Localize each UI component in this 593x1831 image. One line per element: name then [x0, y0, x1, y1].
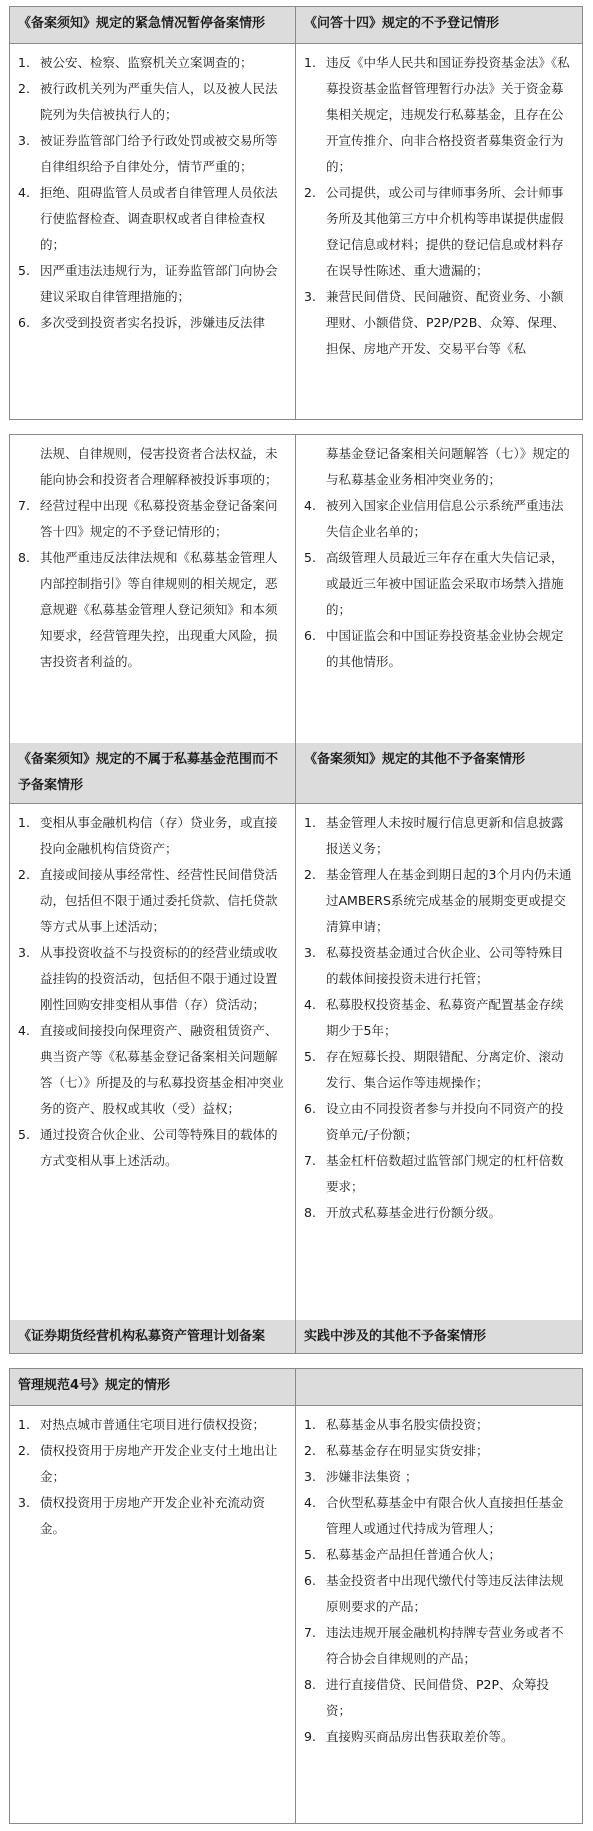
- list-item: [18, 1438, 287, 1490]
- list-item-text: 债权投资用于房地产开发企业支付土地出让金；: [40, 1443, 278, 1484]
- list-item-text: 私募基金存在明显实货安排；: [326, 1443, 489, 1458]
- list-item-text: 存在短募长投、期限错配、分离定价、滚动发行、集合运作等违规操作；: [326, 1049, 564, 1090]
- list-item-text: 基金投资者中出现代缴代付等违反法律法规原则要求的产品；: [326, 1573, 564, 1614]
- list-item-text: 被证券监管部门给予行政处罚或被交易所等自律组织给予自律处分，情节严重的；: [40, 133, 278, 174]
- list-item-text: 直接或间接投向保理资产、融资租赁资产、典当资产等《私募基金登记备案相关问题解答（七）》所提及的与私募投资基金相冲突业务的资产、股权或其收（受）益权；: [40, 1023, 284, 1116]
- table-segment-2: [9, 434, 583, 1354]
- list-item-number: 8.: [304, 1677, 316, 1692]
- header-other-no-filing: 《备案须知》规定的其他不予备案情形: [304, 752, 526, 767]
- list-item-number: 4.: [18, 1023, 30, 1038]
- list-item-text: 对热点城市普通住宅项目进行债权投资；: [40, 1417, 266, 1432]
- list-item-number: 9.: [304, 1729, 316, 1744]
- header-not-private-fund: 《备案须知》规定的不属于私募基金范围而不予备案情形: [10, 743, 296, 803]
- list-item-number: 2.: [18, 867, 30, 882]
- list-item-number: 1.: [304, 55, 316, 70]
- list-item: [304, 493, 574, 545]
- table-header-row: [10, 7, 582, 44]
- list-item: [304, 1542, 574, 1568]
- list-item: [304, 1096, 574, 1148]
- list-item: [18, 441, 287, 493]
- list-item-text: 违法违规开展金融机构持牌专营业务或者不符合协会自律规则的产品；: [326, 1625, 564, 1666]
- list-item-number: 1.: [304, 1417, 316, 1432]
- list-item: [18, 810, 287, 862]
- list-item-text: 经营过程中出现《私募投资基金登记备案问答十四》规定的不予登记情形的；: [40, 498, 278, 539]
- list-item: [18, 76, 287, 128]
- table-header-row: [10, 1320, 582, 1354]
- list-item-text: 公司提供，或公司与律师事务所、会计师事务所及其他第三方中介机构等串谋提供虚假登记信息或材料；提供的登记信息或材料存在误导性陈述、重大遗漏的；: [326, 185, 564, 278]
- list-no-registration-cont: [296, 435, 582, 743]
- list-item: [18, 1018, 287, 1122]
- list-item: [304, 284, 574, 362]
- list-item-text: 从事投资收益不与投资标的的经营业绩或收益挂钩的投资活动，包括但不限于通过设置刚性回购安排变相从事借（存）贷活动；: [40, 945, 278, 1012]
- list-item: [304, 862, 574, 940]
- list-item-number: 6.: [18, 315, 30, 330]
- list-item-text: 违反《中华人民共和国证券投资基金法》《私募投资基金监督管理暂行办法》关于资金募集相关规定，违规发行私募基金，且存在公开宣传推介、向非合格投资者募集资金行为的；: [326, 55, 570, 174]
- list-other-no-filing: [296, 804, 582, 1320]
- list-practice-no-filing: [296, 1406, 582, 1824]
- list-item-text: 被行政机关列为严重失信人，以及被人民法院列为失信被执行人的；: [40, 81, 278, 122]
- list-item-text: 中国证监会和中国证券投资基金业协会规定的其他情形。: [326, 628, 564, 669]
- list-item-text: 涉嫌非法集资 ；: [326, 1469, 418, 1484]
- list-item-number: 3.: [304, 945, 316, 960]
- list-item-number: 5.: [18, 1127, 30, 1142]
- list-item-text: 直接或间接从事经常性、经营性民间借贷活动，包括但不限于通过委托贷款、信托贷款等方式从事上述活动；: [40, 867, 278, 934]
- list-item: [304, 940, 574, 992]
- list-item: [304, 180, 574, 284]
- list-item-text: 变相从事金融机构信（存）贷业务，或直接投向金融机构信贷资产；: [40, 815, 278, 856]
- list-item-text: 私募基金产品担任普通合伙人；: [326, 1547, 502, 1562]
- header-practice-no-filing: 实践中涉及的其他不予备案情形: [304, 1329, 487, 1344]
- list-item: [304, 810, 574, 862]
- list-item-text: 被列入国家企业信用信息公示系统严重违法失信企业名单的；: [326, 498, 564, 539]
- list-item-number: 7.: [304, 1153, 316, 1168]
- list-item-number: 4.: [304, 997, 316, 1012]
- list-item-number: 5.: [304, 1547, 316, 1562]
- list-item-number: 3.: [18, 1495, 30, 1510]
- list-item: [18, 50, 287, 76]
- list-item-number: 8.: [18, 550, 30, 565]
- list-item: [18, 862, 287, 940]
- list-item: [304, 50, 574, 180]
- list-item-number: 4.: [304, 1495, 316, 1510]
- list-item: [304, 1412, 574, 1438]
- table-segment-3: [9, 1368, 583, 1824]
- list-item-number: 2.: [304, 867, 316, 882]
- list-item-text: 被公安、检察、监察机关立案调查的；: [40, 55, 253, 70]
- list-item-number: 2.: [18, 1443, 30, 1458]
- list-item-number: 5.: [304, 550, 316, 565]
- list-item: [304, 1464, 574, 1490]
- list-item-number: 5.: [304, 1049, 316, 1064]
- list-item-text: 私募投资基金通过合伙企业、公司等特殊目的载体间接投资未进行托管；: [326, 945, 564, 986]
- list-item: [18, 1412, 287, 1438]
- list-item-number: 2.: [18, 81, 30, 96]
- table-header-row: [10, 1369, 582, 1406]
- list-item-text: 其他严重违反法律法规和《私募基金管理人内部控制指引》等自律规则的相关规定，恶意规避《私募基金管理人登记须知》和本须知要求，经营管理失控，出现重大风险，损害投资者利益的。: [40, 550, 278, 669]
- page-gap: [0, 420, 593, 434]
- list-item-number: 5.: [18, 263, 30, 278]
- list-item-number: 8.: [304, 1205, 316, 1220]
- table-header-row: [10, 743, 582, 804]
- list-emergency-suspension: [10, 44, 296, 420]
- list-item: [18, 180, 287, 258]
- list-item-number: 3.: [304, 1469, 316, 1484]
- list-item-text: 合伙型私募基金中有限合伙人直接担任基金管理人或通过代持成为管理人；: [326, 1495, 564, 1536]
- header-regulation-4: 管理规范4号》规定的情形: [10, 1369, 296, 1405]
- list-emergency-suspension-cont: [10, 435, 296, 743]
- list-item-text: 基金杠杆倍数超过监管部门规定的杠杆倍数要求；: [326, 1153, 564, 1194]
- table-body-row: [10, 1406, 582, 1824]
- list-item: [18, 940, 287, 1018]
- list-item: [304, 1044, 574, 1096]
- list-regulation-4: [10, 1406, 296, 1824]
- list-item-number: 3.: [18, 945, 30, 960]
- list-item-number: 2.: [304, 185, 316, 200]
- list-item-number: 1.: [18, 55, 30, 70]
- list-item-text: 私募基金从事名股实债投资；: [326, 1417, 489, 1432]
- list-item-number: 3.: [18, 133, 30, 148]
- list-no-registration: [296, 44, 582, 420]
- list-item-text: 通过投资合伙企业、公司等特殊目的载体的方式变相从事上述活动。: [40, 1127, 278, 1168]
- list-item-number: [18, 441, 40, 493]
- list-item-number: 7.: [18, 498, 30, 513]
- list-item-text: 基金管理人在基金到期日起的3个月内仍未通过AMBERS系统完成基金的展期变更或提交清算申请；: [326, 867, 572, 934]
- list-item: [304, 623, 574, 675]
- list-item: [304, 1490, 574, 1542]
- list-item-text: 设立由不同投资者参与并投向不同资产的投资单元/子份额；: [326, 1101, 564, 1142]
- list-item-text: 高级管理人员最近三年存在重大失信记录，或最近三年被中国证监会采取市场禁入措施的；: [326, 550, 564, 617]
- table-body-row: [10, 804, 582, 1320]
- list-item-number: 6.: [304, 1101, 316, 1116]
- list-item: [18, 493, 287, 545]
- list-item: [304, 1148, 574, 1200]
- list-item: [304, 992, 574, 1044]
- list-item-number: 3.: [304, 289, 316, 304]
- header-no-registration: 《问答十四》规定的不予登记情形: [304, 16, 500, 31]
- list-item-text: 私募股权投资基金、私募资产配置基金存续期少于5年；: [326, 997, 564, 1038]
- list-item-text: 法规、自律规则，侵害投资者合法权益，未能向协会和投资者合理解释被投诉事项的；: [40, 446, 278, 487]
- header-empty: [296, 1369, 582, 1405]
- list-item: [304, 1568, 574, 1620]
- table-segment-1: [9, 6, 583, 420]
- list-item-number: 1.: [304, 815, 316, 830]
- header-emergency-suspension: 《备案须知》规定的紧急情况暂停备案情形: [10, 7, 296, 43]
- header-securities-futures: 《证券期货经营机构私募资产管理计划备案: [10, 1320, 296, 1354]
- list-item: [18, 1490, 287, 1542]
- list-item: [18, 545, 287, 675]
- list-item-text: 基金管理人未按时履行信息更新和信息披露报送义务；: [326, 815, 564, 856]
- list-item-text: 募基金登记备案相关问题解答（七）》规定的与私募基金业务相冲突业务的；: [326, 446, 570, 487]
- list-item-text: 拒绝、阻碍监管人员或者自律管理人员依法行使监督检查、调查职权或者自律检查权的；: [40, 185, 278, 252]
- list-item-number: [304, 441, 326, 493]
- list-item-number: 6.: [304, 1573, 316, 1588]
- list-item-text: 兼营民间借贷、民间融资、配资业务、小额理财、小额借贷、P2P/P2B、众筹、保理、担保、房地产开发、交易平台等《私: [326, 289, 565, 356]
- list-item-number: 2.: [304, 1443, 316, 1458]
- list-item-number: 1.: [18, 1417, 30, 1432]
- list-item-text: 直接购买商品房出售获取差价等。: [326, 1729, 514, 1744]
- list-item: [304, 1724, 574, 1750]
- list-item-text: 债权投资用于房地产开发企业补充流动资金。: [40, 1495, 266, 1536]
- list-item: [304, 1200, 574, 1226]
- list-item-text: 开放式私募基金进行份额分级。: [326, 1205, 502, 1220]
- list-item-text: 因严重违法违规行为，证券监管部门向协会建议采取自律管理措施的；: [40, 263, 278, 304]
- list-item-number: 7.: [304, 1625, 316, 1640]
- list-item-text: 进行直接借贷、民间借贷、P2P、众筹投资；: [326, 1677, 550, 1718]
- list-item: [304, 1672, 574, 1724]
- list-item: [304, 1438, 574, 1464]
- list-item: [304, 441, 574, 493]
- list-item-number: 4.: [304, 498, 316, 513]
- page-gap: [0, 1354, 593, 1368]
- table-body-row: [10, 44, 582, 420]
- list-item: [304, 1620, 574, 1672]
- list-item: [18, 310, 287, 336]
- list-item: [304, 545, 574, 623]
- list-item-number: 1.: [18, 815, 30, 830]
- list-item: [18, 258, 287, 310]
- list-item-number: 6.: [304, 628, 316, 643]
- list-item: [18, 128, 287, 180]
- list-not-private-fund: [10, 804, 296, 1320]
- list-item-text: 多次受到投资者实名投诉，涉嫌违反法律: [40, 315, 266, 330]
- list-item-number: 4.: [18, 185, 30, 200]
- list-item: [18, 1122, 287, 1174]
- table-body-row: [10, 435, 582, 743]
